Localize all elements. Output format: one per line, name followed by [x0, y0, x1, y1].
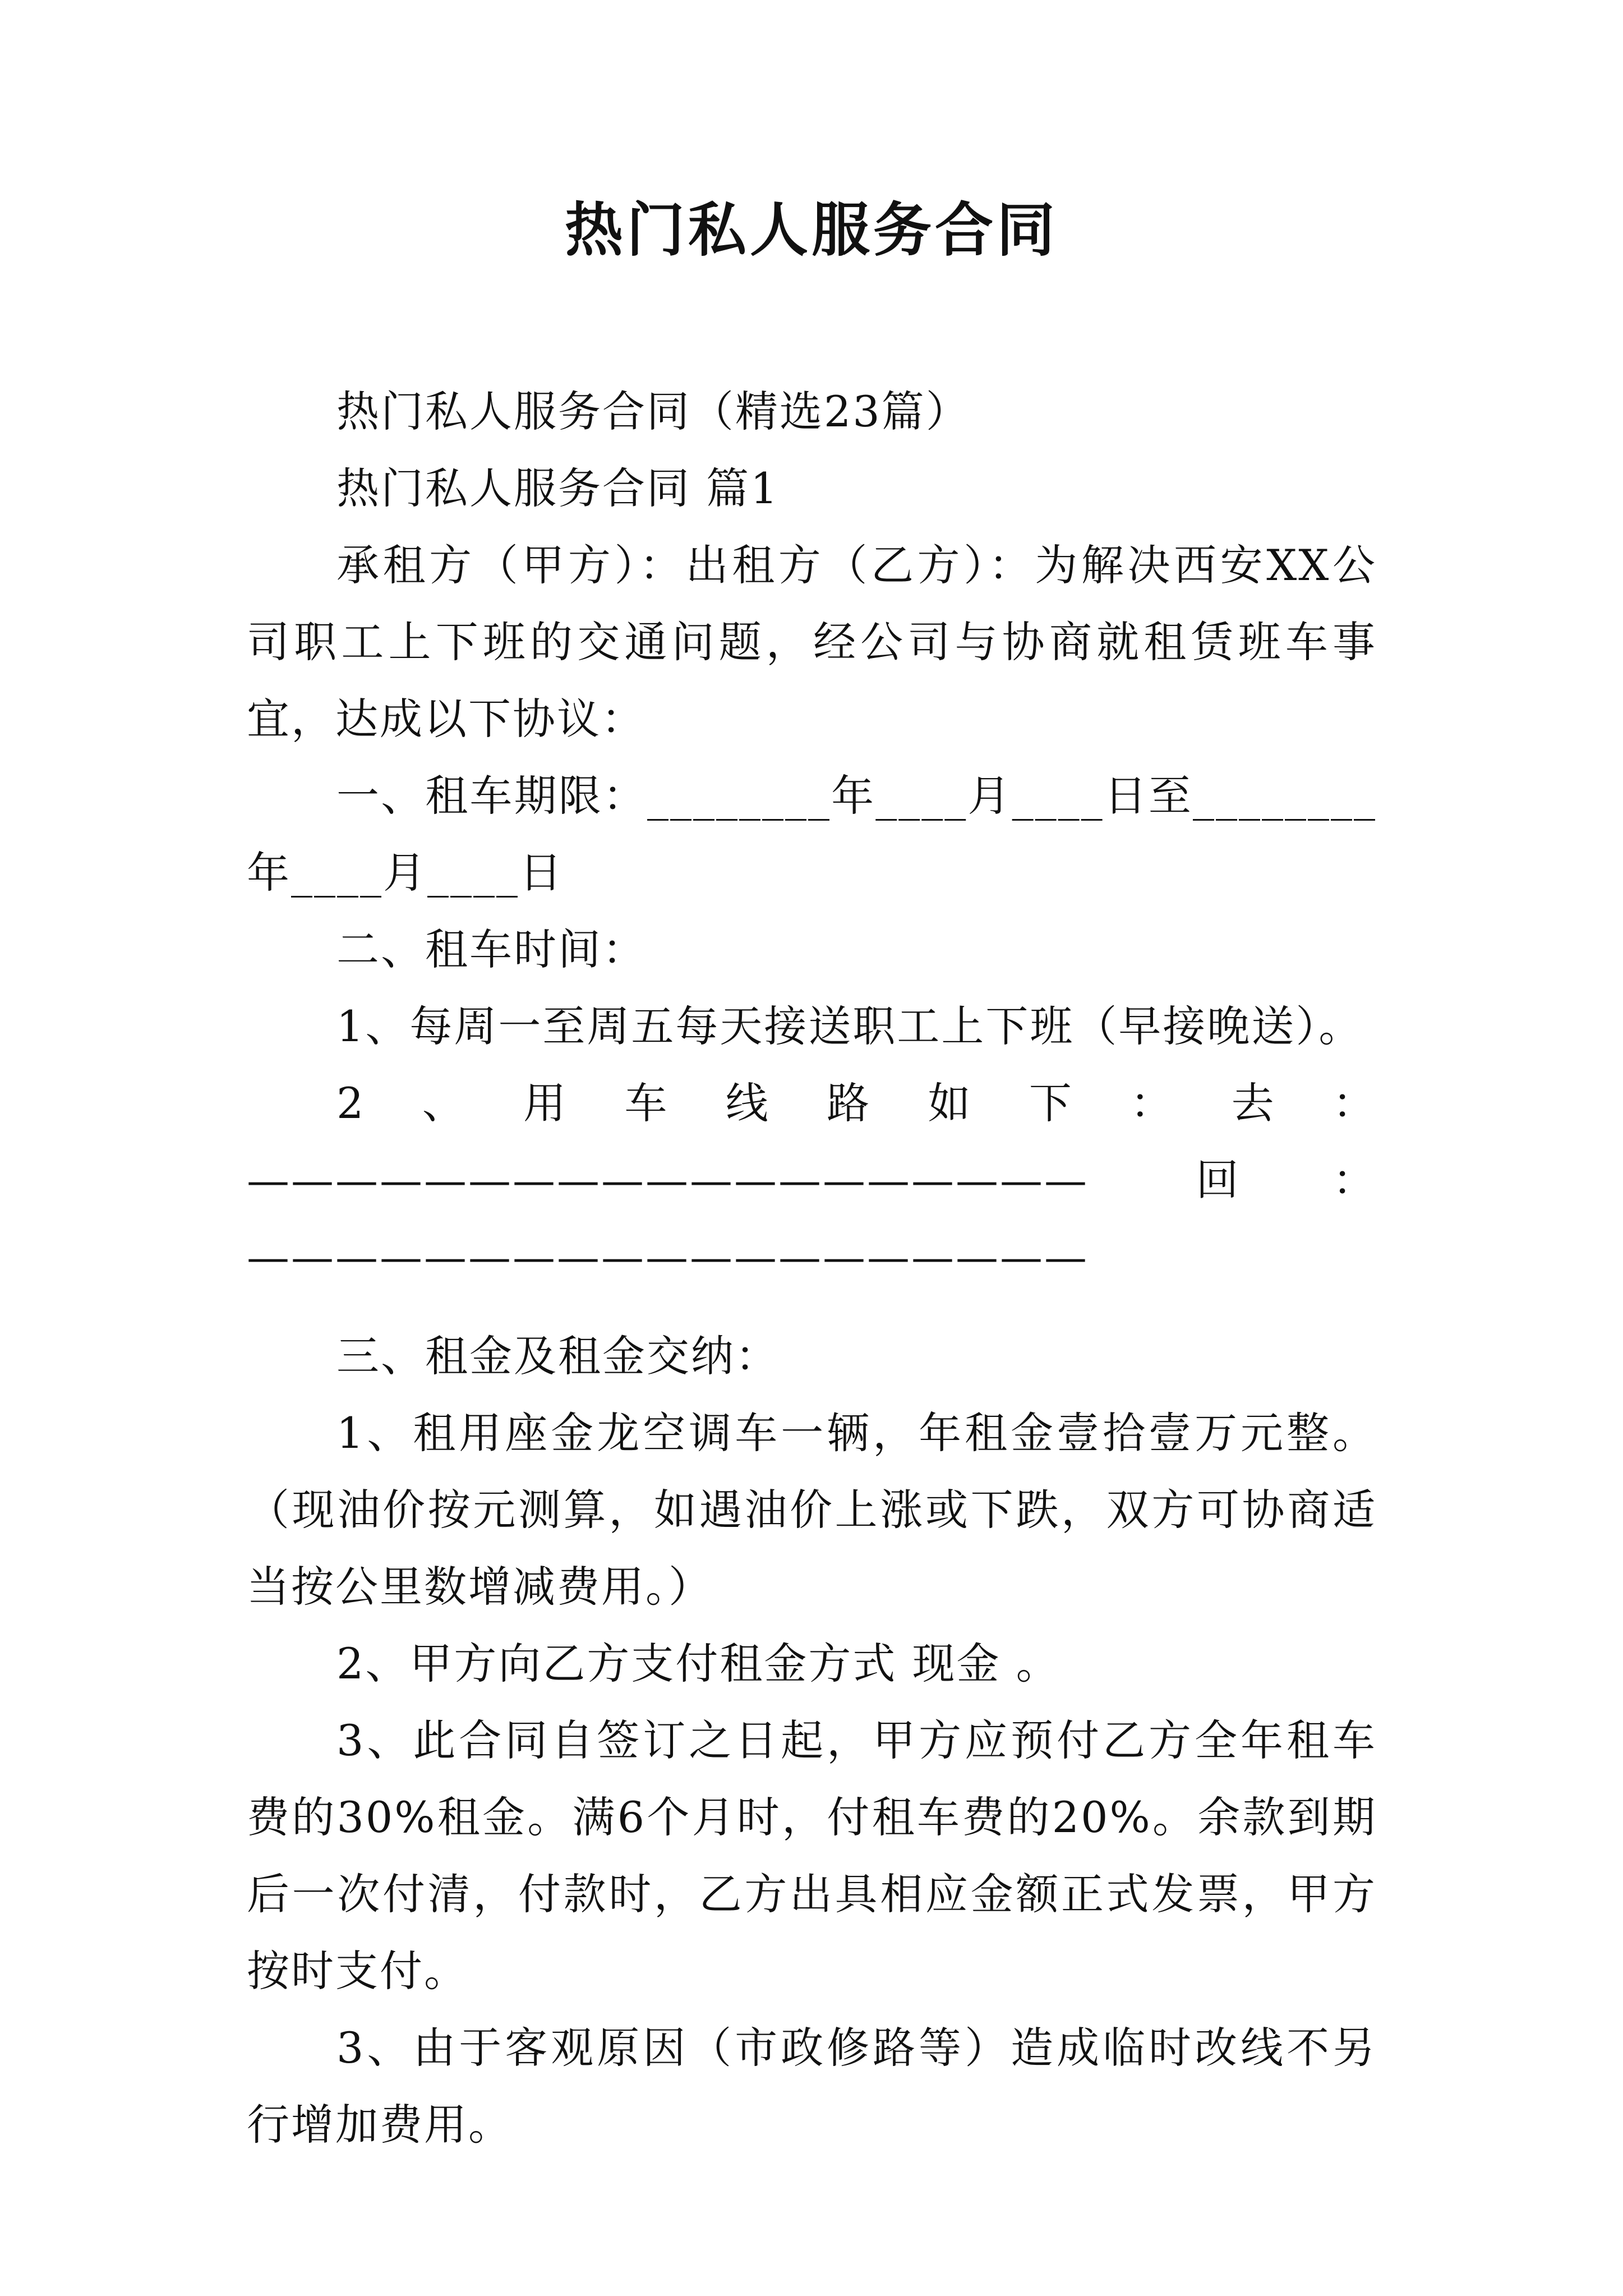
paragraph-subtitle: 热门私人服务合同（精选23篇）	[336, 386, 970, 436]
paragraph-rent-amount: 1、租用座金龙空调车一辆，年租金壹拾壹万元整。（现油价按元测算，如遇油价上涨或下跌，双方可协商适当按公里数增减费用。）	[247, 1408, 1377, 1612]
paragraph-rental-period: 一、租车期限：________年____月____日至________年____月____日	[247, 771, 1377, 898]
paragraph-payment-schedule: 3、此合同自签订之日起，甲方应预付乙方全年租车费的30%租金。满6个月时，付租车费的20%。余款到期后一次付清，付款时，乙方出具相应金额正式发票，甲方按时支付。	[247, 1715, 1377, 1996]
document-title: 热门私人服务合同	[564, 195, 1058, 264]
paragraph-route: 2、用车线路如下：去：——————————————————— 回：———————————————————	[247, 1078, 1377, 1282]
paragraph-section-heading: 热门私人服务合同 篇1	[336, 463, 780, 513]
paragraph-payment-method: 2、甲方向乙方支付租金方式 现金 。	[336, 1639, 1061, 1688]
paragraph-schedule: 1、每周一至周五每天接送职工上下班（早接晚送）。	[336, 1001, 1363, 1051]
paragraph-rental-time-heading: 二、租车时间：	[336, 924, 647, 974]
document-body	[247, 373, 1377, 2163]
paragraph-rent-heading: 三、租金及租金交纳：	[336, 1331, 780, 1381]
paragraph-route-change: 3、由于客观原因（市政修路等）造成临时改线不另行增加费用。	[247, 2023, 1377, 2150]
paragraph-parties: 承租方（甲方）：出租方（乙方）：为解决西安XX公司职工上下班的交通问题，经公司与协商就租赁班车事宜，达成以下协议：	[247, 540, 1377, 744]
